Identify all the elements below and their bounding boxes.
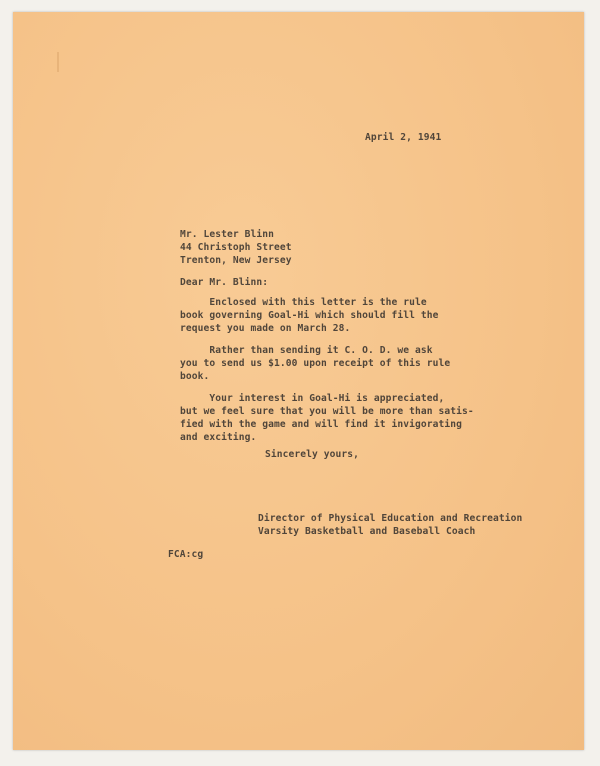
paragraph-line: book governing Goal-Hi which should fill the	[180, 310, 439, 321]
salutation: Dear Mr. Blinn:	[180, 277, 269, 288]
recipient-name: Mr. Lester Blinn	[180, 229, 275, 240]
recipient-address	[180, 228, 292, 267]
paper-mark	[57, 52, 59, 72]
paragraph-line: but we feel sure that you will be more than satis-	[180, 406, 474, 417]
paragraph-line: Rather than sending it C. O. D. we ask	[180, 345, 433, 356]
paragraph-line: book.	[180, 371, 210, 382]
paragraph-1	[180, 296, 439, 335]
paragraph-2	[180, 344, 450, 383]
paragraph-line: Your interest in Goal-Hi is appreciated,	[180, 393, 445, 404]
closing: Sincerely yours,	[265, 449, 360, 460]
letter-date: April 2, 1941	[365, 132, 442, 143]
letter-page	[13, 12, 584, 750]
paragraph-line: and exciting.	[180, 432, 257, 443]
paragraph-line: request you made on March 28.	[180, 323, 351, 334]
paragraph-line: fied with the game and will find it invigorating	[180, 419, 463, 430]
paragraph-3	[180, 392, 474, 444]
paragraph-line: Enclosed with this letter is the rule	[180, 297, 427, 308]
recipient-street: 44 Christoph Street	[180, 242, 292, 253]
signature-title: Director of Physical Education and Recreation	[258, 513, 523, 524]
paragraph-line: you to send us $1.00 upon receipt of this rule	[180, 358, 451, 369]
signature-title: Varsity Basketball and Baseball Coach	[258, 526, 476, 537]
reference-initials: FCA:cg	[168, 549, 204, 560]
signature-block	[258, 512, 522, 538]
recipient-city: Trenton, New Jersey	[180, 255, 292, 266]
